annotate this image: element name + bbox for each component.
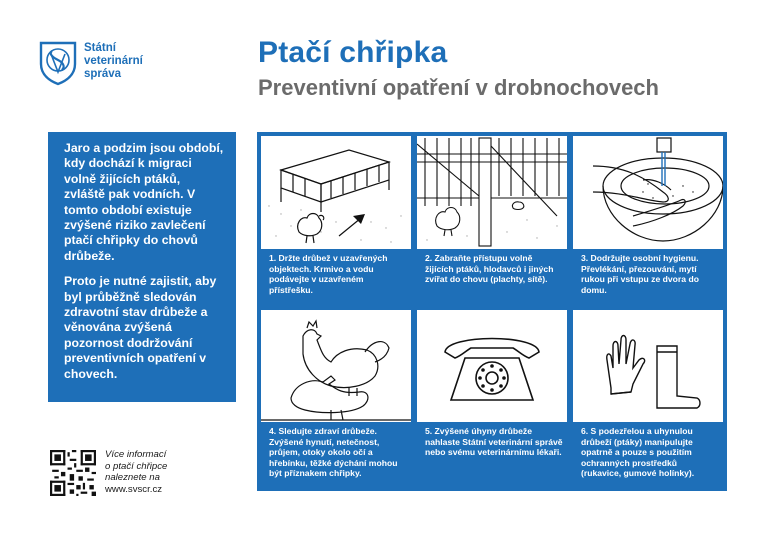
step-3-caption: 3. Dodržujte osobní hygienu. Převlékání, přezouvání, mytí rukou při vstupu ze dvora do domu. (581, 253, 699, 295)
svs-shield-icon (38, 40, 78, 86)
intro-paragraph-2: Proto je nutné zajistit, aby byl průběžně sledován zdravotní stav drůbeže a věnována zvýšená pozornost dodržování preventivních opatření v chovech. (64, 274, 217, 381)
more-info-line-2: o ptačí chřipce (105, 460, 168, 472)
step-1-caption: 1. Držte drůbež v uzavřených objektech. Krmivo a vodu podávejte v uzavřeném přístřešku. (269, 253, 388, 295)
more-info (105, 449, 167, 495)
logo-line-1: Státní (84, 42, 116, 54)
step-1-image (261, 136, 411, 249)
step-6-image (573, 310, 723, 422)
rooster-hen-icon (261, 310, 411, 422)
step-3-image (573, 136, 723, 249)
more-info-line-1: Více informací (105, 449, 167, 460)
fence-chicken-icon (417, 136, 567, 249)
logo-text (84, 42, 143, 81)
page-title: Ptačí chřipka (258, 36, 448, 69)
logo-line-2: veterinární (84, 55, 143, 67)
svs-logo (38, 38, 188, 90)
intro-box (48, 132, 236, 402)
intro-paragraph-1: Jaro a podzim jsou období, kdy dochází k migraci volně žijících ptáků, zvláště pak vodních. V tomto období existuje zvýšené riziko zavlečení ptačí chřipky do chovů drůbeže. (64, 141, 224, 263)
more-info-line-3: naleznete na (105, 472, 160, 484)
page-subtitle: Preventivní opatření v drobnochovech (258, 75, 659, 100)
telephone-icon (417, 310, 567, 422)
step-4-caption: 4. Sledujte zdraví drůbeže. Zvýšené hynutí, netečnost, průjem, otoky okolo očí a hřebínku, těžké dýchání mohou být příznakem chřipky. (269, 426, 398, 479)
steps-grid (257, 132, 727, 491)
qr-code-icon (50, 450, 96, 496)
step-6-caption: 6. S podezřelou a uhynulou drůbeží (ptáky) manipulujte opatrně a pouze s použitím ochranných prostředků (rukavice, gumové holínky). (581, 426, 695, 479)
glove-boot-icon (573, 310, 723, 422)
coop-chicken-icon (261, 136, 411, 249)
website-link[interactable]: www.svscr.cz (105, 483, 163, 495)
step-5-caption: 5. Zvýšené úhyny drůbeže nahlaste Státní veterinární správě nebo svému veterinárnímu lékaři. (425, 426, 563, 458)
step-2-caption: 2. Zabraňte přístupu volně žijících ptáků, hlodavců i jiných zvířat do chovu (plachty, sítě). (425, 253, 554, 285)
step-2-image (417, 136, 567, 249)
step-4-image (261, 310, 411, 422)
logo-line-3: správa (84, 68, 122, 80)
hand-washing-icon (573, 136, 723, 249)
step-5-image (417, 310, 567, 422)
